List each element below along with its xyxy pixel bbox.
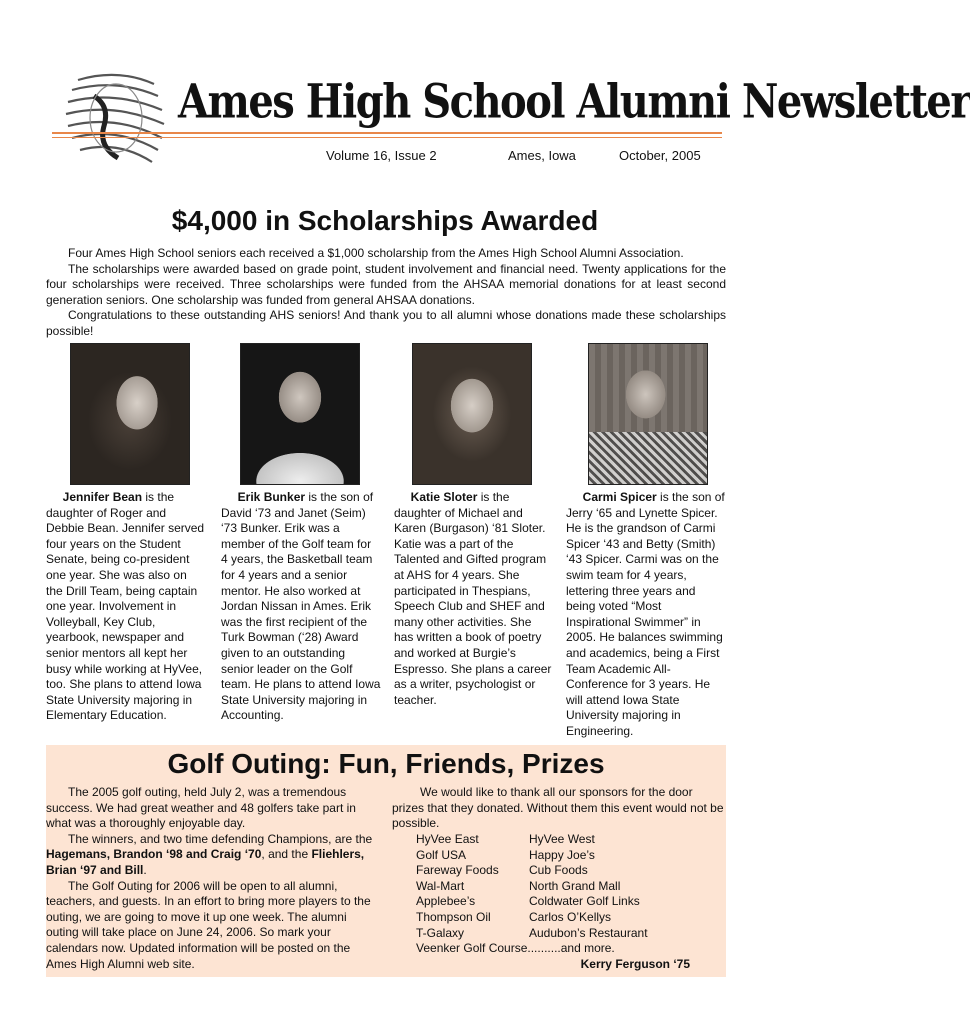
sponsor-thanks: We would like to thank all our sponsors for the door prizes that they donated. Without them this event would not be possible. xyxy=(392,785,724,831)
sponsor-row xyxy=(416,910,716,926)
sponsor-row xyxy=(416,863,716,879)
recipient-bio: is the son of David ‘73 and Janet (Seim) ‘73 Bunker. Erik was a member of the Golf team for 4 years, the Basketball team for 4 years and a senior mentor. He also worked at Jordan Nissan in Ames. Erik was the first recipient of the Turk Bowman (‘28) Award given to an outstanding senior leader on the Golf team. He plans to attend Iowa State University majoring in Accounting. xyxy=(221,490,381,723)
recipient-bio: is the daughter of Michael and Karen (Burgason) ‘81 Sloter. Katie was a part of the Talented and Gifted program at AHS for 4 years. She participated in Thespians, Speech Club and SHEF and many other activities. She has written a book of poetry and worked at Burgie’s Espresso. She plans a career as a writer, psychologist or teacher. xyxy=(394,490,552,707)
author-signature: Kerry Ferguson ‘75 xyxy=(580,957,690,971)
recipient-bio: is the son of Jerry ‘65 and Lynette Spicer. He is the grandson of Carmi Spicer ‘43 and Betty (Smith) ‘43 Spicer. Carmi was on the swim team for 4 years, lettering three years and being voted “Most Inspirational Swimmer” in 2005. He balances swimming and academics, being a First Team Academic All-Conference for 3 years. He will attend Iowa State University majoring in Engineering. xyxy=(566,490,725,738)
sponsor-row xyxy=(416,848,716,864)
golf-winners-2: Fliehlers, Brian ‘97 and Bill xyxy=(46,847,365,877)
sponsor-name: Cub Foods xyxy=(529,863,588,878)
recipient-name: Carmi Spicer xyxy=(582,490,657,504)
sponsor-name: Audubon’s Restaurant xyxy=(529,925,648,940)
sponsor-name: Wal-Mart xyxy=(416,878,465,893)
sponsor-name: T-Galaxy xyxy=(416,925,465,940)
masthead-rule-thin xyxy=(52,137,722,138)
golf-paragraph xyxy=(46,832,380,879)
golf-paragraph: The Golf Outing for 2006 will be open to all alumni, teachers, and guests. In an effort to bring more players to the outing, we are going to move it up one week. The alumni outing will take place on June 24, 2006. So mark your calendars now. Updated information will be posted on the Ames High Alumni web site. xyxy=(46,878,371,971)
sponsor-name-last: Veenker Golf Course..........and more. xyxy=(416,941,615,955)
intro-paragraph: The scholarships were awarded based on grade point, student involvement and financial need. Twenty applications for the four scholarships were received. Three scholarships were funded from the AHSAA memorial donations for at least second generation seniors. One scholarship was funded from general AHSAA donations. xyxy=(46,261,726,307)
golf-article-right xyxy=(392,785,726,971)
photo-katie-sloter xyxy=(412,343,532,485)
masthead-rule xyxy=(52,132,722,134)
ames-high-swirl-logo-icon xyxy=(58,66,170,176)
sponsor-list xyxy=(416,832,716,941)
issue-date: October, 2005 xyxy=(619,148,701,163)
bio-erik-bunker xyxy=(221,490,381,724)
issue-volume: Volume 16, Issue 2 xyxy=(326,148,437,163)
scholarship-intro xyxy=(46,246,726,339)
photo-carmi-spicer xyxy=(588,343,708,485)
sponsor-name: Carlos O’Kellys xyxy=(529,909,612,924)
sponsor-row xyxy=(416,879,716,895)
golf-heading: Golf Outing: Fun, Friends, Prizes xyxy=(167,748,605,779)
sponsor-row xyxy=(416,894,716,910)
sponsor-name: Happy Joe’s xyxy=(529,847,595,862)
recipient-name: Jennifer Bean xyxy=(62,490,143,504)
golf-winners-1: Hagemans, Brandon ‘98 and Craig ‘70 xyxy=(46,847,262,862)
issue-place: Ames, Iowa xyxy=(508,148,576,163)
bio-carmi-spicer xyxy=(566,490,726,740)
golf-paragraph: The 2005 golf outing, held July 2, was a tremendous success. We had great weather and 48 golfers take part in what was a thoroughly enjoyable day. xyxy=(46,785,356,831)
recipient-name: Katie Sloter xyxy=(410,490,478,504)
newsletter-title: Ames High School Alumni Newsletter xyxy=(178,74,970,130)
sponsor-name: Fareway Foods xyxy=(416,863,499,878)
sponsor-name: Thompson Oil xyxy=(416,909,491,924)
scholarship-heading: $4,000 in Scholarships Awarded xyxy=(171,205,599,236)
sponsor-name: HyVee West xyxy=(529,832,595,846)
photo-jennifer-bean xyxy=(70,343,190,485)
golf-text: , and the xyxy=(261,847,312,862)
golf-text: The winners, and two time defending Champions, are the xyxy=(68,831,373,846)
golf-text: . xyxy=(143,862,147,877)
intro-paragraph: Congratulations to these outstanding AHS seniors! And thank you to all alumni whose donations made these scholarships possible! xyxy=(46,308,726,338)
intro-paragraph: Four Ames High School seniors each received a $1,000 scholarship from the Ames High School Alumni Association. xyxy=(68,246,684,260)
sponsor-row xyxy=(416,832,716,848)
photo-erik-bunker xyxy=(240,343,360,485)
sponsor-name: Applebee’s xyxy=(416,894,476,909)
sponsor-name: Coldwater Golf Links xyxy=(529,894,640,909)
sponsor-name: Golf USA xyxy=(416,847,467,862)
sponsor-name: HyVee East xyxy=(416,832,479,846)
sponsor-row xyxy=(416,926,716,942)
bio-jennifer-bean xyxy=(46,490,206,724)
sponsor-name: North Grand Mall xyxy=(529,878,621,893)
recipient-name: Erik Bunker xyxy=(237,490,306,504)
golf-article-left xyxy=(46,785,380,972)
recipient-bio: is the daughter of Roger and Debbie Bean. Jennifer served four years on the Student Senate, being co-president one year. She was also on the Drill Team, being captain one year. Involvement in Volleyball, Key Club, yearbook, newspaper and senior mentors all kept her busy while working at HyVee, too. She plans to attend Iowa State University majoring in Elementary Education. xyxy=(46,490,205,723)
bio-katie-sloter xyxy=(394,490,554,708)
